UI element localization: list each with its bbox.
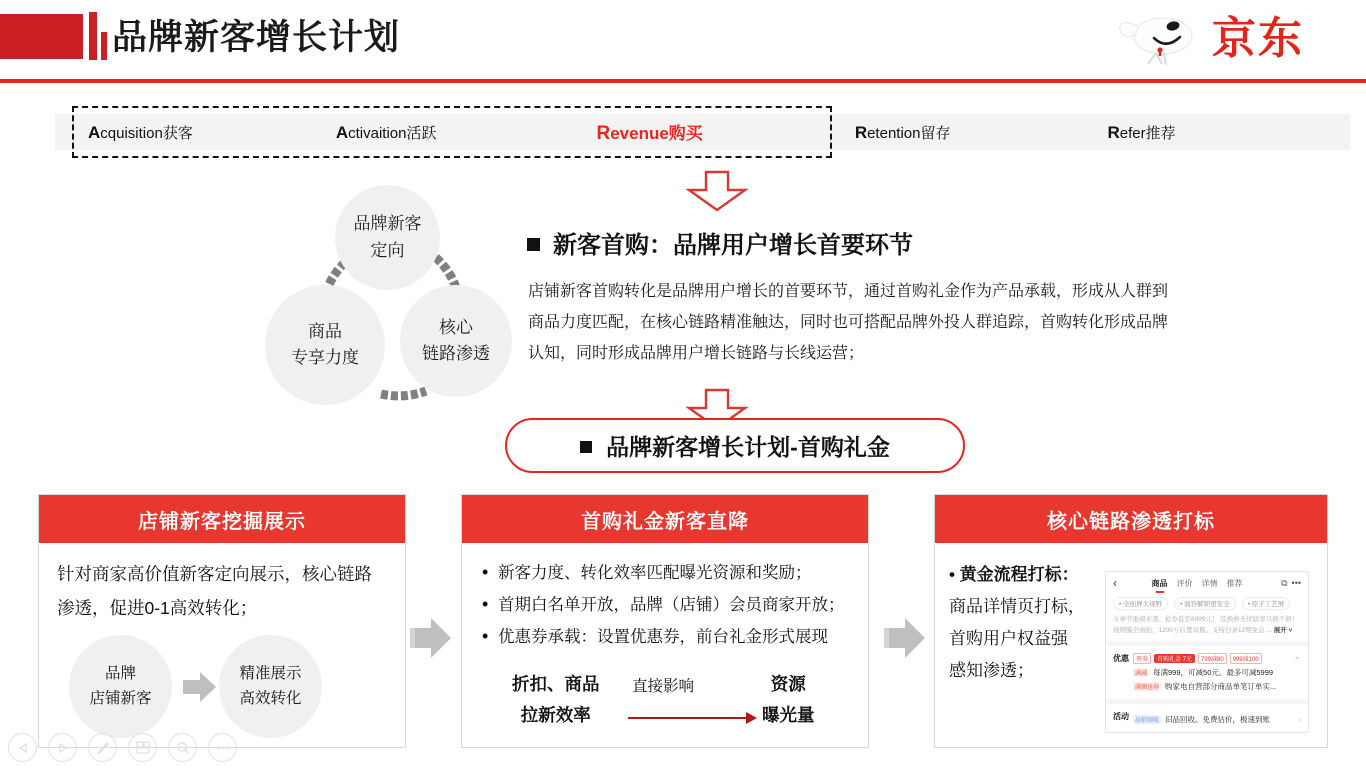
panel-2-flow-target-line-1: 资源 [770, 674, 806, 694]
panel-2-flow-source-line-1: 折扣、商品 [512, 674, 600, 694]
panel-2-title: 首购礼金新客直降 [462, 495, 868, 543]
mockup-tab-product[interactable]: 商品 [1151, 578, 1168, 588]
mockup-coupon-row[interactable] [1106, 651, 1308, 694]
mockup-activity-text: 旧品回收。免费估价，极速到账 [1165, 715, 1271, 724]
panel-3-text-line-3: 感知渗透； [949, 661, 1034, 680]
panel-1-description: 针对商家高价值新客定向展示，核心链路渗透，促进0-1高效转化； [57, 564, 372, 618]
mockup-coupon-line-1-text: 每满999，可减50元。最多可减5999 [1153, 668, 1274, 677]
aarrr-item-acquisition[interactable] [88, 122, 193, 143]
header-accent-block [0, 14, 83, 59]
panel-3-body [935, 543, 1327, 733]
circle-2-line-1: 商品 [308, 321, 342, 341]
mockup-activity-content [1133, 711, 1301, 725]
mockup-separator [1106, 641, 1308, 646]
back-icon[interactable]: ‹ [1113, 576, 1117, 590]
aarrr-activation-cap: A [335, 122, 349, 142]
mockup-activity-row[interactable] [1106, 709, 1308, 727]
mockup-tab-reviews[interactable]: 评价 [1176, 578, 1193, 588]
panel-1-circle-source [69, 635, 172, 738]
panel-2-body [462, 543, 868, 731]
aarrr-activation-label: ctivaition活跃 [348, 124, 437, 142]
lead-heading-text: 新客首购：品牌用户增长首要环节 [553, 232, 913, 259]
circle-2-line-2: 专享力度 [291, 348, 359, 367]
pen-icon [96, 741, 110, 755]
down-arrow-icon-top [686, 170, 748, 212]
jd-logo-text: 京东 [1212, 14, 1304, 63]
panel-2-bullet-3: • 优惠券承载：设置优惠券，前台礼金形式展现 [480, 621, 850, 653]
more-icon[interactable]: ••• [1291, 578, 1301, 588]
right-arrow-icon-between-1-2 [410, 616, 452, 660]
mockup-coupon-content [1133, 653, 1301, 692]
aarrr-item-retention[interactable] [855, 122, 951, 143]
bullet-square-icon-2 [580, 441, 592, 453]
mockup-chip-3: • 原子工艺屏 [1242, 597, 1291, 610]
aarrr-item-activation[interactable] [336, 122, 437, 143]
panel-2-flow-target-line-2: 曝光量 [762, 705, 815, 725]
panel-3-title: 核心链路渗透打标 [935, 495, 1327, 543]
mockup-tag-999-100[interactable]: 999减100 [1230, 653, 1262, 664]
aarrr-item-revenue[interactable] [596, 119, 702, 145]
mockup-nav-bar [1106, 572, 1308, 594]
previous-slide-button[interactable] [8, 733, 37, 762]
panel-3-bullet-bold: • 黄金流程打标： [949, 565, 1079, 584]
program-title-text: 品牌新客增长计划-首购礼金 [606, 434, 890, 460]
mockup-feature-chips [1106, 594, 1308, 614]
mockup-coupon-tags [1133, 653, 1301, 664]
aarrr-refer-label: efer推荐 [1119, 124, 1176, 142]
jd-dog-mascot-icon [1116, 12, 1202, 70]
mockup-chip-2: • 面容解锁更安全 [1174, 597, 1236, 610]
panel-core-path-tagging [934, 494, 1328, 748]
mockup-coupon-line-2-text: 购家电自营部分商品单笔订单实... [1165, 682, 1277, 691]
mockup-tag-coupon-gift: 满额送券 [1133, 682, 1161, 691]
aarrr-revenue-cap: R [596, 123, 611, 144]
share-icon[interactable]: ⧉ [1281, 577, 1288, 588]
aarrr-retention-label: etention留存 [867, 124, 951, 142]
program-title-row [580, 429, 890, 462]
panel-1-circle-target-line-2: 高效转化 [239, 689, 302, 707]
more-options-button[interactable] [208, 733, 237, 762]
chevron-right-icon[interactable]: › [1298, 715, 1301, 724]
mockup-chip-1: • 全面屏大视野 [1113, 597, 1168, 610]
panel-2-bullet-list [480, 557, 850, 653]
panel-1-title: 店铺新客挖掘展示 [39, 495, 405, 543]
panel-1-flow [57, 635, 387, 743]
panel-2-flow-target [762, 669, 815, 731]
right-arrow-icon-panel-1 [183, 671, 217, 703]
panel-1-body [39, 543, 405, 743]
bullet-square-icon [527, 238, 540, 251]
aarrr-item-refer[interactable] [1107, 122, 1175, 143]
mockup-description-line-1: 女神节重磅来袭。抢券低至8999元！ 选换修无忧版享只换不修！ [1113, 616, 1299, 623]
mockup-coupon-label: 优惠 [1113, 654, 1129, 663]
panel-first-purchase-gift [461, 494, 869, 748]
panel-2-bullet-2: • 首期白名单开放，品牌（店铺）会员商家开放； [480, 589, 850, 621]
circle-3-line-1: 核心 [439, 317, 473, 337]
mockup-description-line-2-text: 视网膜全面拍、1200万后置双摄。支持白条12期免息 ... [1113, 627, 1272, 634]
mockup-coupon-line-1 [1133, 667, 1301, 678]
circle-core-path-penetration [400, 285, 512, 397]
panel-2-flow-arrow-head [746, 712, 757, 724]
header-divider [0, 79, 1366, 83]
pen-button[interactable] [88, 733, 117, 762]
panel-3-text-line-2: 首购用户权益强 [949, 629, 1068, 648]
panel-1-circle-target [219, 635, 322, 738]
program-title-box [505, 418, 965, 473]
panel-2-flow-source-line-2: 拉新效率 [520, 705, 591, 725]
panel-1-circle-source-line-2: 店铺新客 [89, 689, 152, 707]
right-arrow-icon-between-2-3 [884, 616, 926, 660]
mockup-expand-link[interactable]: 展开 ˅ [1273, 627, 1293, 634]
panel-2-flow-label: 直接影响 [632, 678, 695, 695]
header-accent-bar-short [101, 32, 107, 60]
mockup-tab-details[interactable]: 详情 [1201, 578, 1218, 588]
mockup-tag-recycle: 高价回收 [1133, 715, 1161, 724]
mockup-tabs [1117, 578, 1277, 589]
panel-2-flow-arrow-line [628, 717, 748, 719]
aarrr-refer-cap: R [1107, 122, 1120, 142]
slide-header [0, 0, 1366, 81]
more-options-icon [216, 745, 230, 751]
mockup-description [1106, 614, 1308, 636]
aarrr-acquisition-cap: A [88, 122, 101, 142]
lead-heading [527, 230, 913, 262]
circle-1-line-1: 品牌新客 [353, 214, 422, 234]
mockup-tag-first-purchase-gift[interactable]: 首购礼金 7元 [1154, 654, 1195, 663]
presentation-toolbar [8, 733, 237, 762]
aarrr-funnel-bar [55, 114, 1350, 150]
three-circle-diagram [258, 185, 538, 410]
page-title: 品牌新客增长计划 [112, 18, 401, 57]
panel-2-flow-source [512, 669, 600, 731]
panel-2-flow [480, 669, 850, 731]
zoom-button[interactable] [168, 733, 197, 762]
header-accent-bar-tall [89, 12, 97, 60]
search-icon [176, 741, 190, 755]
panel-2-bullet-1: • 新客力度、转化效率匹配曝光资源和奖励； [480, 557, 850, 589]
mockup-activity-label: 活动 [1113, 712, 1129, 721]
circle-brand-new-customer-targeting [335, 185, 440, 290]
mockup-tag-claim-coupon[interactable]: 领券 [1133, 653, 1151, 664]
circle-3-line-2: 链路渗透 [422, 344, 490, 363]
aarrr-revenue-label: evenue购买 [610, 124, 703, 143]
panel-store-new-customer-discovery [38, 494, 406, 748]
circle-1-line-2: 定向 [370, 240, 405, 260]
panel-1-circle-source-line-1: 品牌 [104, 664, 136, 682]
panel-3-description [949, 559, 1099, 733]
slides-grid-button[interactable] [128, 733, 157, 762]
jd-logo [1116, 8, 1326, 72]
panel-3-text-line-1: 商品详情页打标， [949, 597, 1085, 616]
panel-1-circle-target-line-1: 精准展示 [239, 664, 302, 682]
mockup-coupon-more-icon: ·▪· [1293, 655, 1301, 662]
previous-slide-icon [17, 742, 29, 754]
mockup-separator-2 [1106, 699, 1308, 704]
mockup-description-line-2 [1113, 625, 1301, 636]
mockup-tag-full-reduction: 满减 [1133, 668, 1149, 677]
mockup-coupon-line-2 [1133, 681, 1301, 692]
aarrr-retention-cap: R [854, 122, 868, 142]
aarrr-acquisition-label: cquisition获客 [100, 124, 193, 142]
next-slide-icon [57, 742, 69, 754]
next-slide-button[interactable] [48, 733, 77, 762]
mockup-tab-recommend[interactable]: 推荐 [1226, 578, 1243, 588]
lead-body-text: 店铺新客首购转化是品牌用户增长的首要环节，通过首购礼金作为产品承载，形成从人群到商品力度匹配，在核心链路精准触达，同时也可搭配品牌外投人群追踪，首购转化形成品牌认知，同时形成品牌用户增长链路与长线运营； [528, 283, 1169, 362]
slides-grid-icon [136, 741, 150, 754]
mockup-activity-line [1133, 714, 1301, 725]
circle-product-exclusive-strength [265, 285, 385, 405]
product-detail-page-mockup [1105, 571, 1309, 733]
mockup-tag-799-80[interactable]: 799减80 [1198, 653, 1227, 664]
